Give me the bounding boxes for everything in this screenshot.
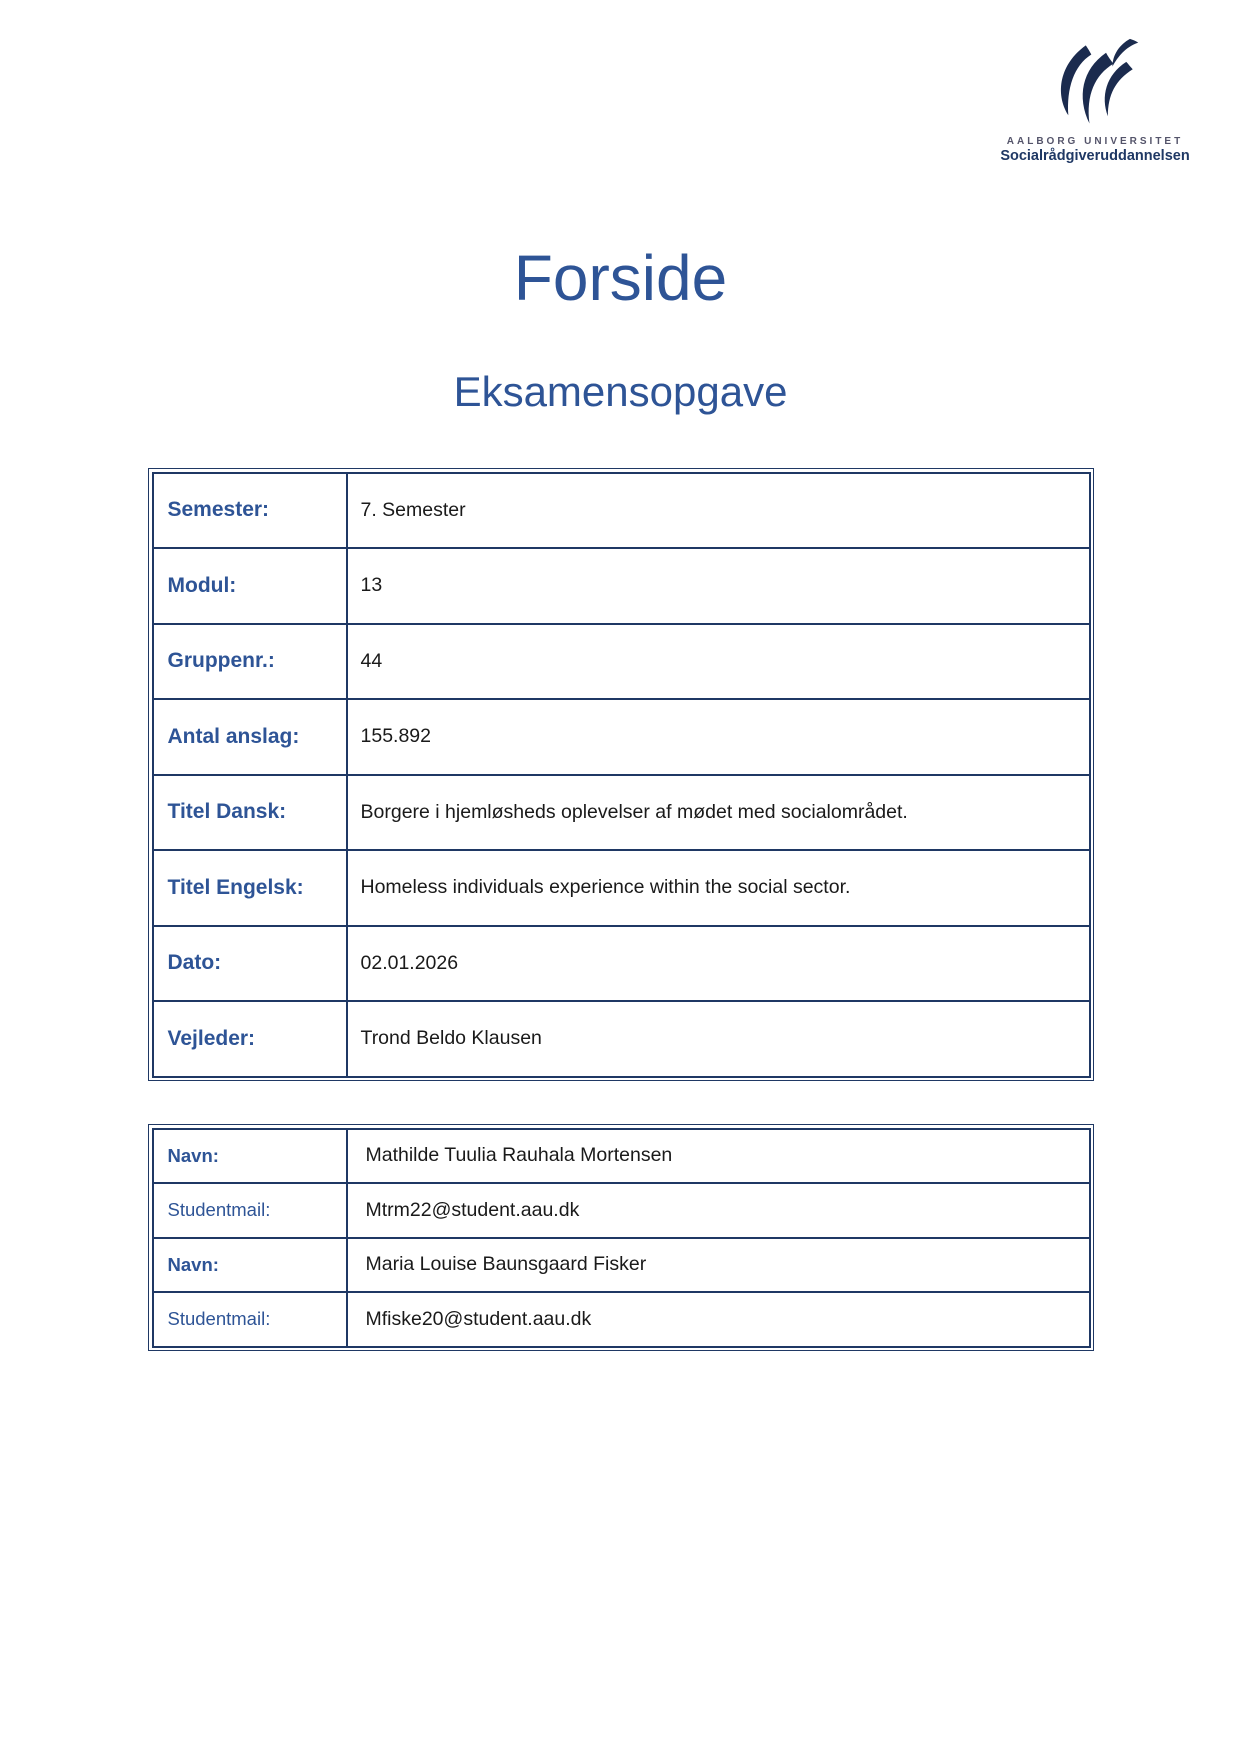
- row-value: 13: [347, 548, 1090, 624]
- table-row: [153, 548, 1090, 624]
- row-value: Mfiske20@student.aau.dk: [347, 1292, 1090, 1347]
- table-row: [153, 624, 1090, 700]
- table-row: [153, 1292, 1090, 1347]
- table-row: [153, 1001, 1090, 1077]
- row-label: Dato:: [153, 926, 347, 1002]
- row-value: Mathilde Tuulia Rauhala Mortensen: [347, 1129, 1090, 1184]
- row-value: Maria Louise Baunsgaard Fisker: [347, 1238, 1090, 1293]
- row-value: Homeless individuals experience within the social sector.: [347, 850, 1090, 926]
- row-value: 7. Semester: [347, 473, 1090, 549]
- department-name: Socialrådgiveruddannelsen: [1000, 148, 1190, 164]
- table-row: [153, 473, 1090, 549]
- row-label: Navn:: [153, 1129, 347, 1184]
- row-label: Gruppenr.:: [153, 624, 347, 700]
- students-table: [152, 1128, 1091, 1348]
- university-name: AALBORG UNIVERSITET: [1006, 136, 1184, 147]
- table-row: [153, 1129, 1090, 1184]
- row-value: Trond Beldo Klausen: [347, 1001, 1090, 1077]
- aau-swirl-logo-icon: [1049, 38, 1141, 130]
- row-label: Titel Dansk:: [153, 775, 347, 851]
- table-row: [153, 775, 1090, 851]
- row-label: Studentmail:: [153, 1292, 347, 1347]
- university-logo-block: [988, 38, 1202, 164]
- row-value: 155.892: [347, 699, 1090, 775]
- students-table-wrapper: [148, 1124, 1094, 1351]
- table-row: [153, 1183, 1090, 1238]
- page-title: Forside: [513, 242, 728, 314]
- table-row: [153, 926, 1090, 1002]
- row-value: Mtrm22@student.aau.dk: [347, 1183, 1090, 1238]
- row-label: Modul:: [153, 548, 347, 624]
- table-row: [153, 699, 1090, 775]
- row-label: Semester:: [153, 473, 347, 549]
- row-label: Navn:: [153, 1238, 347, 1293]
- row-value: 44: [347, 624, 1090, 700]
- row-value: 02.01.2026: [347, 926, 1090, 1002]
- row-label: Titel Engelsk:: [153, 850, 347, 926]
- table-row: [153, 850, 1090, 926]
- page-subtitle: Eksamensopgave: [453, 368, 788, 415]
- row-label: Vejleder:: [153, 1001, 347, 1077]
- row-value: Borgere i hjemløsheds oplevelser af mødet med socialområdet.: [347, 775, 1090, 851]
- table-row: [153, 1238, 1090, 1293]
- assignment-info-table: [152, 472, 1091, 1078]
- row-label: Studentmail:: [153, 1183, 347, 1238]
- row-label: Antal anslag:: [153, 699, 347, 775]
- assignment-info-table-wrapper: [148, 468, 1094, 1081]
